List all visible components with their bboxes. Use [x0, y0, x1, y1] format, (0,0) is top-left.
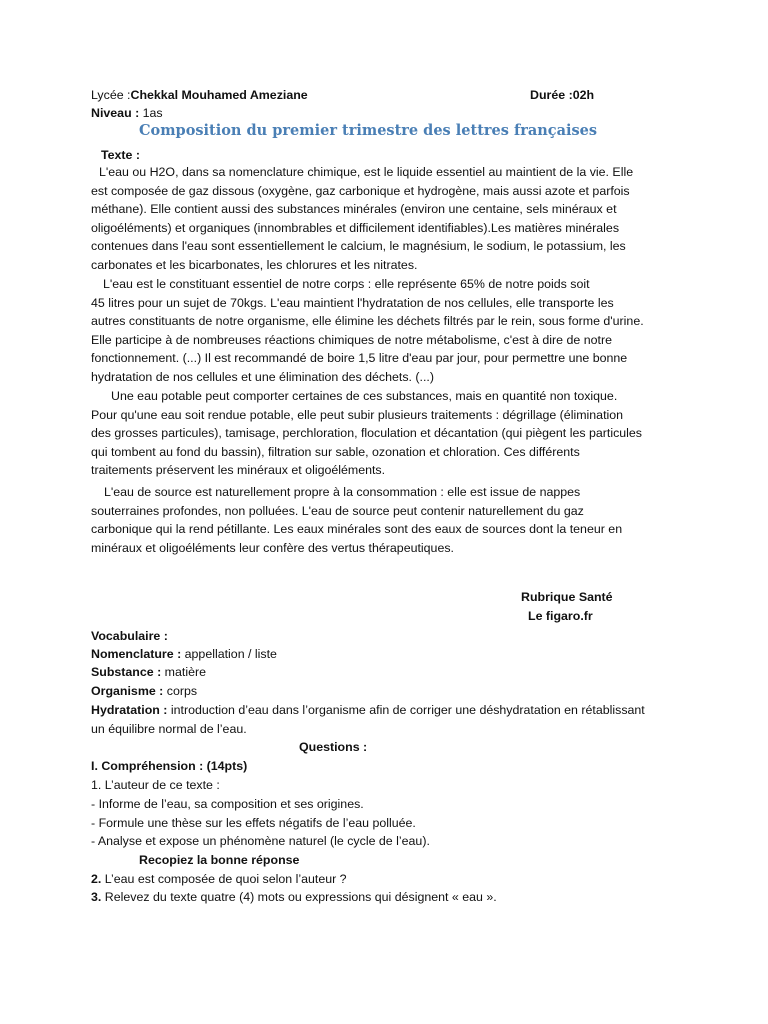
paragraph-line: traitements préservent les minéraux et oligoéléments.	[91, 463, 386, 478]
paragraph-line: des grosses particules), tamisage, perchloration, floculation et décantation (qui piègent les particules	[91, 426, 643, 441]
vocab-term: Nomenclature :	[91, 647, 182, 661]
vocab-item	[91, 701, 645, 719]
question-3	[91, 888, 497, 906]
vocab-term: Organisme :	[91, 684, 164, 698]
paragraph-line: autres constituants de notre organisme, elle élimine les déchets filtrés par le rein, sous forme d'urine.	[91, 314, 644, 329]
lycee-label: Lycée :	[91, 88, 131, 102]
answer-option: - Informe de l’eau, sa composition et ses origines.	[91, 797, 364, 811]
vocab-item	[91, 663, 206, 681]
vocab-title: Vocabulaire :	[91, 629, 168, 643]
paragraph-line: minéraux et oligoéléments leur confère des vertus thérapeutiques.	[91, 540, 454, 555]
paragraph-line: Pour qu'une eau soit rendue potable, elle peut subir plusieurs traitements : dégrillage (élimination	[91, 407, 624, 422]
paragraph-1	[91, 163, 633, 275]
paragraph-line: L'eau est le constituant essentiel de notre corps : elle représente 65% de notre poids soit	[103, 277, 590, 291]
paragraph-line: oligoéléments) et organiques (innombrables et difficilement identifiables).Les matières minérales	[91, 220, 620, 235]
paragraph-3	[91, 387, 642, 480]
paragraph-2	[91, 275, 644, 387]
paragraph-line: Elle participe à de nombreuses réactions chimiques de notre métabolisme, c'est à dire de notre	[91, 332, 612, 347]
section-comprehension: I. Compréhension : (14pts)	[91, 759, 248, 773]
paragraph-line: fonctionnement. (...) Il est recommandé de boire 1,5 litre d'eau par jour, pour permettre une bonne	[91, 351, 628, 366]
niveau-line	[91, 104, 163, 122]
paragraph-line: hydratation de nos cellules et une élimination des déchets. (...)	[91, 369, 435, 384]
paragraph-line: carbonique qui la rend pétillante. Les eaux minérales sont des eaux de sources dont la teneur en	[91, 522, 623, 537]
paragraph-line: souterraines profondes, non polluées. L'eau de source peut contenir naturellement du gaz	[91, 503, 584, 518]
page-title: Composition du premier trimestre des lettres françaises	[139, 122, 598, 139]
vocab-def-continued: un équilibre normal de l’eau.	[91, 722, 247, 736]
texte-label: Texte :	[101, 148, 141, 162]
vocab-term: Substance :	[91, 665, 162, 679]
paragraph-line: contenues dans l'eau sont essentiellement le calcium, le magnésium, le sodium, le potassium, les	[91, 239, 626, 254]
paragraph-line: L'eau de source est naturellement propre à la consommation : elle est issue de nappes	[104, 485, 581, 499]
paragraph-line: L'eau ou H2O, dans sa nomenclature chimique, est le liquide essentiel au maintient de la vie. Elle	[99, 165, 634, 179]
paragraph-line: qui tombent au fond du bassin), filtration sur sable, ozonation et chloration. Ces différents	[91, 444, 580, 459]
niveau-value: 1as	[139, 106, 163, 120]
vocab-def: corps	[163, 684, 198, 698]
source-site: Le figaro.fr	[528, 609, 593, 623]
lycee-name: Chekkal Mouhamed Ameziane	[130, 88, 308, 102]
question-number: 2.	[91, 872, 102, 886]
vocab-term: Hydratation :	[91, 703, 168, 717]
vocab-item	[91, 645, 277, 663]
question-number: 3.	[91, 890, 102, 904]
duree: Durée :02h	[530, 88, 595, 102]
answer-option: - Analyse et expose un phénomène naturel (le cycle de l’eau).	[91, 834, 430, 848]
question-text: Relevez du texte quatre (4) mots ou expressions qui désignent « eau ».	[101, 890, 497, 904]
question-1: 1. L’auteur de ce texte :	[91, 778, 220, 792]
vocab-item	[91, 682, 197, 700]
vocab-def: introduction d’eau dans l’organisme afin de corriger une déshydratation en rétablissant	[167, 703, 645, 717]
questions-title: Questions :	[299, 740, 368, 754]
paragraph-4	[91, 483, 622, 557]
question-text: L’eau est composée de quoi selon l’auteur ?	[101, 872, 347, 886]
paragraph-line: Une eau potable peut comporter certaines de ces substances, mais en quantité non toxique.	[111, 389, 618, 403]
niveau-label: Niveau :	[91, 106, 140, 120]
vocab-def: appellation / liste	[181, 647, 277, 661]
source-rubrique: Rubrique Santé	[521, 590, 613, 604]
lycee-line	[91, 86, 308, 104]
answer-option: - Formule une thèse sur les effets négatifs de l’eau polluée.	[91, 816, 416, 830]
paragraph-line: est composée de gaz dissous (oxygène, gaz carbonique et hydrogène, mais aussi azote et parfois	[91, 183, 630, 198]
paragraph-line: 45 litres pour un sujet de 70kgs. L'eau maintient l'hydratation de nos cellules, elle transporte les	[91, 295, 614, 310]
vocab-def: matière	[161, 665, 206, 679]
instruction: Recopiez la bonne réponse	[139, 853, 300, 867]
question-2	[91, 870, 347, 888]
paragraph-line: méthane). Elle contient aussi des substances minérales (environ une centaine, sels minéraux et	[91, 202, 617, 217]
paragraph-line: carbonates et les bicarbonates, les chlorures et les nitrates.	[91, 257, 418, 272]
